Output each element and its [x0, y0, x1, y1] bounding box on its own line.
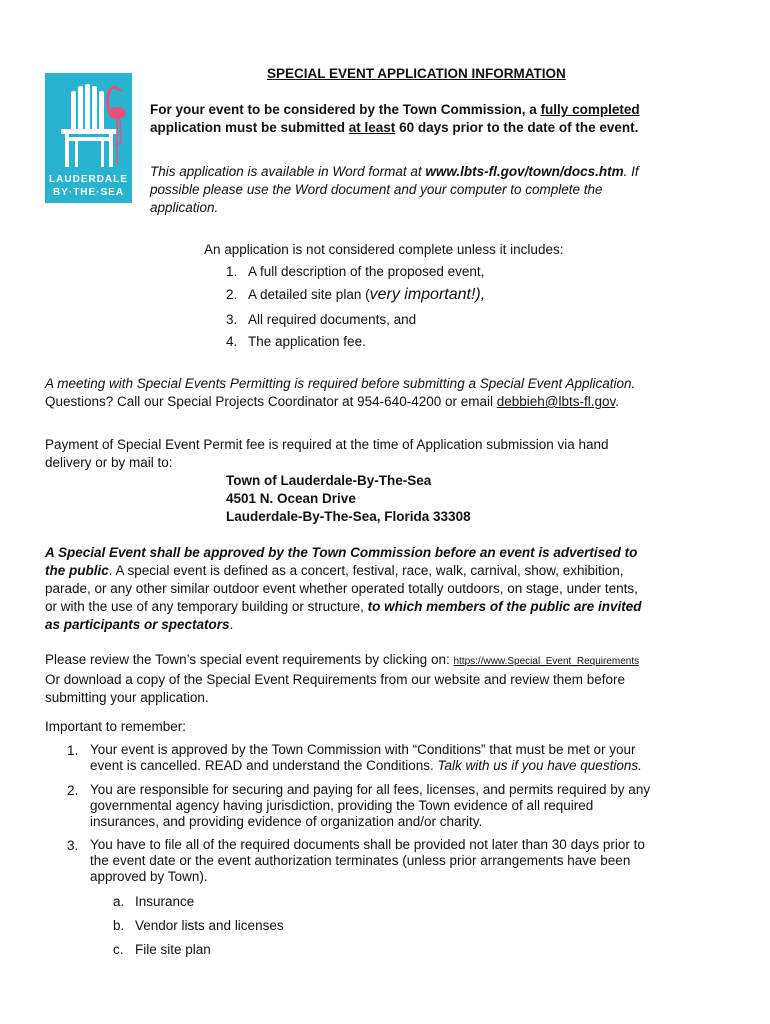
- remember-heading: Important to remember:: [45, 719, 187, 734]
- intro-fully-completed: fully completed: [540, 102, 640, 117]
- complete-list-item-3: 3. All required documents, and: [226, 312, 417, 327]
- page-title: SPECIAL EVENT APPLICATION INFORMATION: [267, 66, 566, 81]
- mailing-address: [226, 472, 471, 526]
- meeting-paragraph: A meeting with Special Events Permitting is required before submitting a Special Event Application. Questions? Call our Special Projects Coordinator at 954-640-4200 or email debbieh@lbts-fl.gov.: [45, 375, 745, 411]
- meeting-line-1: A meeting with Special Events Permitting is required before submitting a Special Event Application.: [45, 376, 636, 391]
- remember-item-1: Your event is approved by the Town Commission with “Conditions” that must be met or your event is cancelled. READ and understand the Conditions. Talk with us if you have questions.: [90, 742, 642, 773]
- review-line-1: Please review the Town’s special event requirements by clicking on:: [45, 652, 454, 667]
- requirements-link[interactable]: https://www.Special_Event_Requirements: [453, 656, 640, 667]
- remember-item-3-num: 3.: [67, 838, 79, 853]
- address-line-1: Town of Lauderdale-By-The-Sea: [226, 473, 432, 488]
- docs-link[interactable]: www.lbts-fl.gov/town/docs.htm: [425, 164, 624, 179]
- logo-text: [45, 173, 132, 199]
- beach-chair-flamingo-icon: [45, 73, 132, 171]
- review-line-3: submitting your application.: [45, 690, 209, 705]
- remember-item-3: You have to file all of the required documents shall be provided not later than 30 days prior to the event date or the event authorization terminates (unless prior arrangements have been approved by Town).: [90, 837, 645, 884]
- remember-item-2: You are responsible for securing and paying for all fees, licenses, and permits required by any governmental agency having jurisdiction, providing the Town evidence of all required insurances, and providing evidence of organization and/or charity.: [90, 782, 651, 829]
- complete-list-item-2: 2. A detailed site plan (very important!),: [226, 286, 486, 303]
- review-paragraph: [45, 651, 745, 707]
- logo-line-1: LAUDERDALE: [49, 174, 128, 185]
- review-line-2: Or download a copy of the Special Event Requirements from our website and review them before: [45, 672, 626, 687]
- definition-line-3: parade, or any other similar outdoor event whether operated totally outdoors, on stage, under tents,: [45, 581, 638, 596]
- logo-line-2: BY·THE·SEA: [52, 187, 125, 198]
- word-format-line-3: application.: [150, 200, 219, 215]
- payment-line-1: Payment of Special Event Permit fee is required at the time of Application submission via hand: [45, 437, 609, 452]
- intro-text-2: application must be submitted: [150, 120, 349, 135]
- sub-item-a: a. Insurance: [113, 894, 195, 909]
- definition-line-1: A Special Event shall be approved by the Town Commission before an event is advertised to: [45, 545, 638, 560]
- meeting-line-2: Questions? Call our Special Projects Coordinator at 954-640-4200 or email: [45, 394, 497, 409]
- address-line-2: 4501 N. Ocean Drive: [226, 491, 356, 506]
- town-logo: [45, 73, 132, 203]
- email-link[interactable]: debbieh@lbts-fl.gov: [496, 394, 616, 409]
- word-format-text: This application is available in Word format at: [150, 164, 426, 179]
- complete-list-item-1: 1. A full description of the proposed event,: [226, 264, 485, 279]
- complete-list-heading: An application is not considered complete unless it includes:: [204, 242, 564, 257]
- payment-paragraph: [45, 436, 745, 472]
- intro-at-least: at least: [348, 120, 396, 135]
- sub-item-c: c. File site plan: [113, 942, 211, 957]
- payment-line-2: delivery or by mail to:: [45, 455, 173, 470]
- sub-item-b: b. Vendor lists and licenses: [113, 918, 284, 933]
- word-format-text-2: . If: [623, 164, 639, 179]
- definition-paragraph: A Special Event shall be approved by the Town Commission before an event is advertised to the public. A special event is defined as a concert, festival, race, walk, carnival, show, exhibition, parade, or any other similar outdoor event whether operated totally outdoors, on stage, under tents, or with the use of any temporary building or structure, to which members of the public are invited as participants or spectators.: [45, 544, 745, 634]
- intro-paragraph: [150, 101, 730, 137]
- remember-item-1-num: 1.: [67, 743, 79, 758]
- word-format-paragraph: [150, 163, 730, 217]
- complete-list-item-4: 4. The application fee.: [226, 334, 366, 349]
- intro-text-3: 60 days prior to the date of the event.: [395, 120, 639, 135]
- word-format-line-2: possible please use the Word document and your computer to complete the: [150, 182, 603, 197]
- intro-text-1: For your event to be considered by the Town Commission, a: [150, 102, 541, 117]
- address-line-3: Lauderdale-By-The-Sea, Florida 33308: [226, 509, 471, 524]
- remember-item-2-num: 2.: [67, 783, 79, 798]
